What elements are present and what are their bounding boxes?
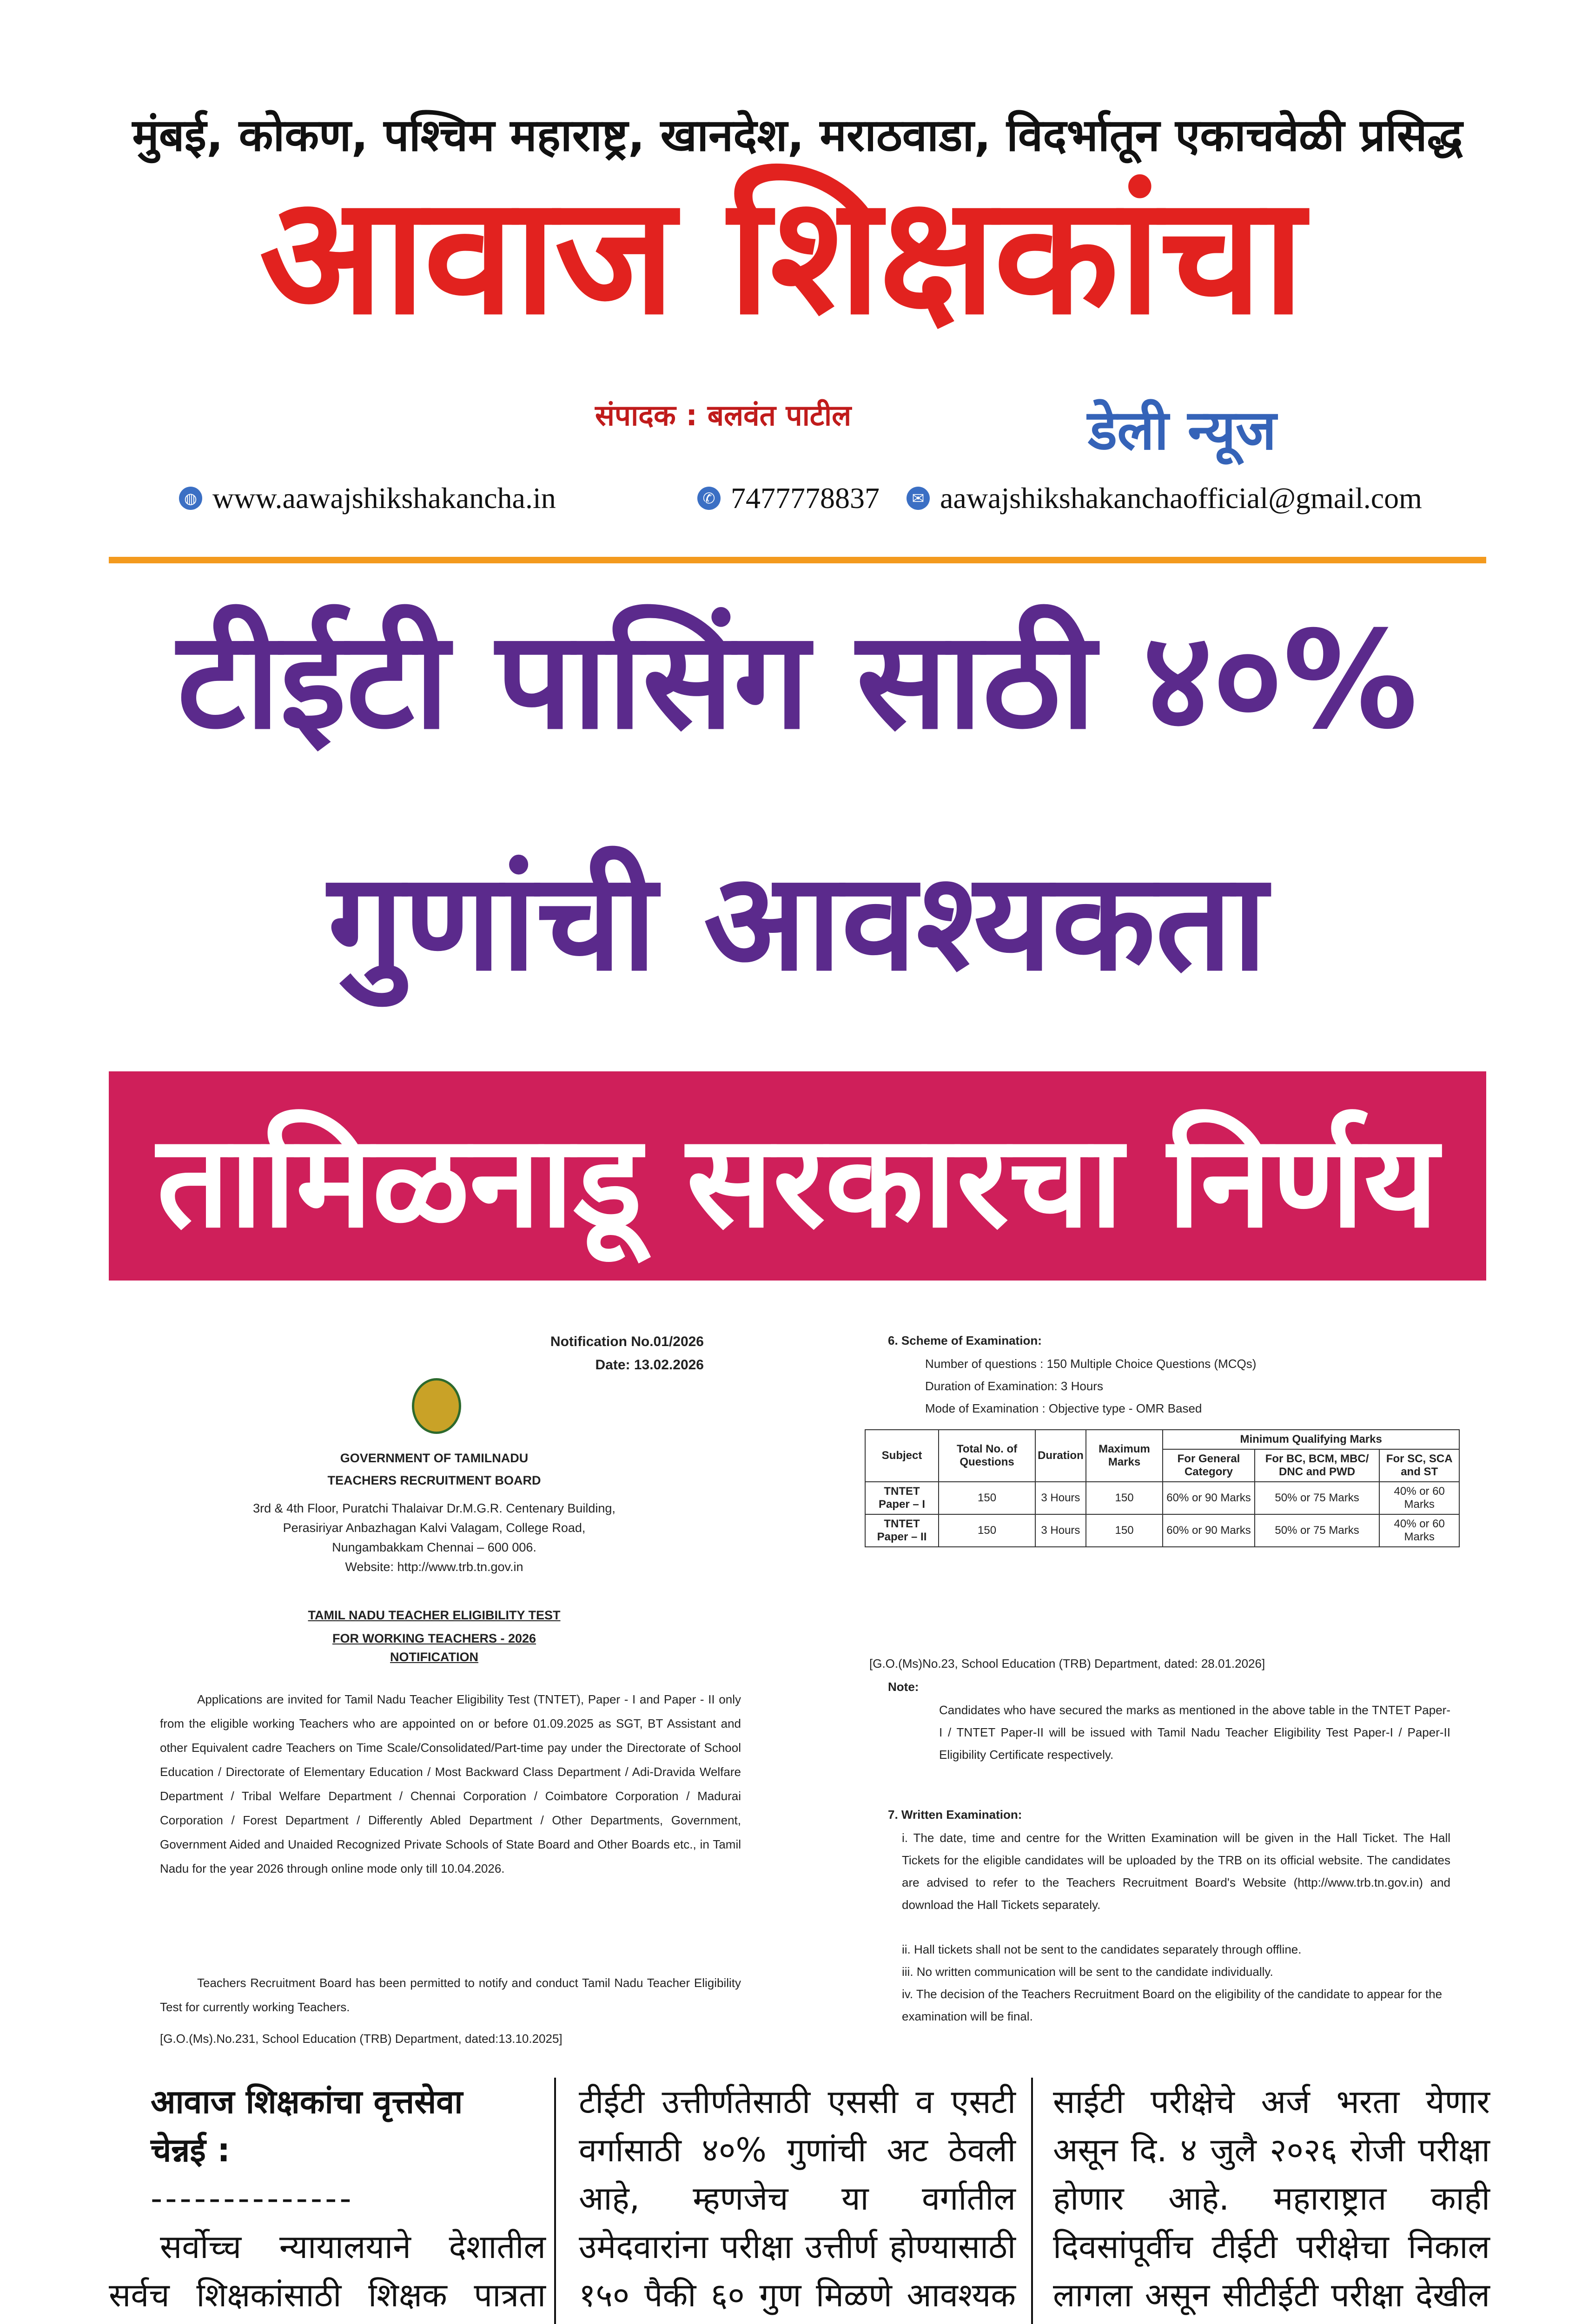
num-questions: Number of questions : 150 Multiple Choice Questions (MCQs) [925, 1357, 1257, 1371]
table-header: Maximum Marks [1086, 1430, 1163, 1482]
table-cell: 150 [1086, 1482, 1163, 1514]
email-icon: ✉ [907, 487, 930, 510]
article-column-2 [579, 2078, 1016, 2324]
table-cell: 3 Hours [1035, 1482, 1086, 1514]
byline-agency: आवाज शिक्षकांचा वृत्तसेवा [151, 2083, 463, 2121]
gov-name: GOVERNMENT OF TAMILNADU [340, 1451, 529, 1465]
note-text: Candidates who have secured the marks as mentioned in the above table in the TNTET Paper-I / TNTET Paper-II will be issued with Tamil Nadu Teacher Eligibility Test Paper-I / Paper-II Eligibility Certificate respectively. [939, 1703, 1450, 1762]
notice-title1: TAMIL NADU TEACHER ELIGIBILITY TEST [308, 1608, 561, 1622]
website-text[interactable]: www.aawajshikshakancha.in [212, 482, 556, 515]
table-row [865, 1482, 1459, 1514]
notification-left [109, 1320, 760, 2050]
written-item-2: ii. Hall tickets shall not be sent to the candidates separately through offline. [902, 1942, 1302, 1956]
article-paragraph: साईटी परीक्षेचे अर्ज भरता येणार असून दि. ४ जुलै २०२६ रोजी परीक्षा होणार आहे. महाराष्ट्रात काही दिवसांपूर्वीच टीईटी परीक्षेचा निकाल लागला असून सीटीईटी परीक्षा देखील [1053, 2083, 1490, 2314]
address-line3: Nungambakkam Chennai – 600 006. [332, 1540, 536, 1554]
written-item-3: iii. No written communication will be sent to the candidate individually. [902, 1965, 1273, 1979]
table-cell: 150 [1086, 1514, 1163, 1547]
notification-number: Notification No.01/2026 [550, 1334, 704, 1349]
masthead-title: आवाज शिक्षकांचा [259, 161, 1303, 350]
table-cell: 60% or 90 Marks [1163, 1514, 1254, 1547]
header-divider [109, 557, 1486, 563]
table-header: Total No. of Questions [939, 1430, 1035, 1482]
note-label: Note: [888, 1680, 919, 1694]
table-cell: 150 [939, 1514, 1035, 1547]
board-name: TEACHERS RECRUITMENT BOARD [327, 1473, 541, 1487]
column-divider [554, 2078, 556, 2324]
table-subheader: For SC, SCA and ST [1379, 1449, 1459, 1482]
phone-contact[interactable] [697, 481, 880, 515]
trb-website[interactable]: Website: http://www.trb.tn.gov.in [345, 1560, 523, 1574]
byline-city: चेन्नई : [151, 2131, 231, 2169]
article-paragraph: टीईटी उत्तीर्णतेसाठी एससी व एसटी वर्गासाठी ४०% गुणांची अट ठेवली आहे, म्हणजेच या वर्गातील उमेदवारांना परीक्षा उत्तीर्ण होण्यासाठी १५० पैकी ६० गुण मिळणे आवश्यक [579, 2083, 1016, 2314]
table-cell: 60% or 90 Marks [1163, 1482, 1254, 1514]
table-subheader: For General Category [1163, 1449, 1254, 1482]
headline-line1: टीईटी पासिंग साठी ४०% [177, 602, 1418, 759]
table-subheader: For BC, BCM, MBC/ DNC and PWD [1255, 1449, 1380, 1482]
notification-date: Date: 13.02.2026 [595, 1357, 704, 1373]
notification-right [865, 1320, 1483, 2050]
exam-duration: Duration of Examination: 3 Hours [925, 1379, 1103, 1393]
phone-icon: ✆ [697, 487, 721, 510]
table-cell: TNTET Paper – II [865, 1514, 939, 1547]
table-row [865, 1514, 1459, 1547]
table-header: Duration [1035, 1430, 1086, 1482]
table-cell: 50% or 75 Marks [1255, 1514, 1380, 1547]
table-cell: 40% or 60 Marks [1379, 1482, 1459, 1514]
table-header: Subject [865, 1430, 939, 1482]
article-column-1 [109, 2078, 546, 2324]
tamilnadu-emblem-icon [412, 1378, 461, 1434]
written-exam-heading: 7. Written Examination: [888, 1808, 1022, 1822]
website-contact[interactable] [179, 481, 556, 515]
table-cell: 150 [939, 1482, 1035, 1514]
headline-line2: गुणांची आवश्यकता [328, 844, 1267, 1001]
exam-table [865, 1429, 1460, 1547]
globe-icon: ◍ [179, 487, 202, 510]
table-cell: 3 Hours [1035, 1514, 1086, 1547]
table-header: Minimum Qualifying Marks [1163, 1430, 1459, 1449]
address-line2: Perasiriyar Anbazhagan Kalvi Valagam, College Road, [283, 1521, 586, 1535]
daily-news-label: डेली न्यूज [1088, 398, 1277, 462]
notice-title3: NOTIFICATION [390, 1650, 478, 1664]
column-divider [1031, 2078, 1033, 2324]
phone-text[interactable]: 7477778837 [731, 482, 880, 515]
exam-mode: Mode of Examination : Objective type - OMR Based [925, 1401, 1202, 1415]
byline-dashes: -------------- [151, 2179, 354, 2218]
article-column-3 [1053, 2078, 1490, 2324]
notice-para2: Teachers Recruitment Board has been permitted to notify and conduct Tamil Nadu Teacher Eligibility Test for currently working Teachers. [160, 1976, 741, 2014]
written-item-1: i. The date, time and centre for the Written Examination will be given in the Hall Ticket. The Hall Tickets for the eligible candidates will be uploaded by the TRB on its official website. The candidates are advised to refer to the Teachers Recruitment Board's Website (http://www.trb.tn.gov.in) and download the Hall Tickets separately. [902, 1831, 1450, 1912]
email-text[interactable]: aawajshikshakanchaofficial@gmail.com [940, 482, 1422, 515]
written-item-4: iv. The decision of the Teachers Recruitment Board on the eligibility of the candidate to appear for the examination will be final. [902, 1987, 1443, 2023]
tagline: मुंबई, कोकण, पश्चिम महाराष्ट्र, खानदेश, मराठवाडा, विदर्भातून एकाचवेळी प्रसिद्ध [132, 109, 1463, 161]
table-cell: TNTET Paper – I [865, 1482, 939, 1514]
editor-name: संपादक : बलवंत पाटील [595, 398, 852, 432]
banner-text: तामिळनाडू सरकारचा निर्णय [157, 1107, 1438, 1256]
headline-banner [109, 1071, 1486, 1281]
table-go: [G.O.(Ms)No.23, School Education (TRB) Department, dated: 28.01.2026] [869, 1657, 1265, 1670]
notice-para1: Applications are invited for Tamil Nadu Teacher Eligibility Test (TNTET), Paper - I and Paper - II only from the eligible working Teachers who are appointed on or before 01.09.2025 as SGT, BT Assistant and other Equivalent cadre Teachers on Time Scale/Consolidated/Part-time pay under the Directorate of School Education / Directorate of Elementary Education / Most Backward Class Department / Adi-Dravida Welfare Department / Tribal Welfare Department / Chennai Corporation / Coimbatore Corporation / Madurai Corporation / Forest Department / Differently Abled Department / Other Departments, Government, Government Aided and Unaided Recognized Private Schools of State Board and Other Boards etc., in Tamil Nadu for the year 2026 through online mode only till 10.04.2026. [160, 1692, 741, 1875]
table-cell: 40% or 60 Marks [1379, 1514, 1459, 1547]
notice-title2: FOR WORKING TEACHERS - 2026 [332, 1631, 536, 1645]
notice-go: [G.O.(Ms).No.231, School Education (TRB) Department, dated:13.10.2025] [160, 2032, 563, 2046]
table-header-row [865, 1430, 1459, 1449]
table-cell: 50% or 75 Marks [1255, 1482, 1380, 1514]
scheme-heading: 6. Scheme of Examination: [888, 1334, 1042, 1347]
address-line1: 3rd & 4th Floor, Puratchi Thalaivar Dr.M.G.R. Centenary Building, [253, 1501, 615, 1515]
article-paragraph: सर्वोच्च न्यायालयाने देशातील सर्वच शिक्षकांसाठी शिक्षक पात्रता [109, 2228, 546, 2314]
email-contact[interactable] [907, 481, 1422, 515]
